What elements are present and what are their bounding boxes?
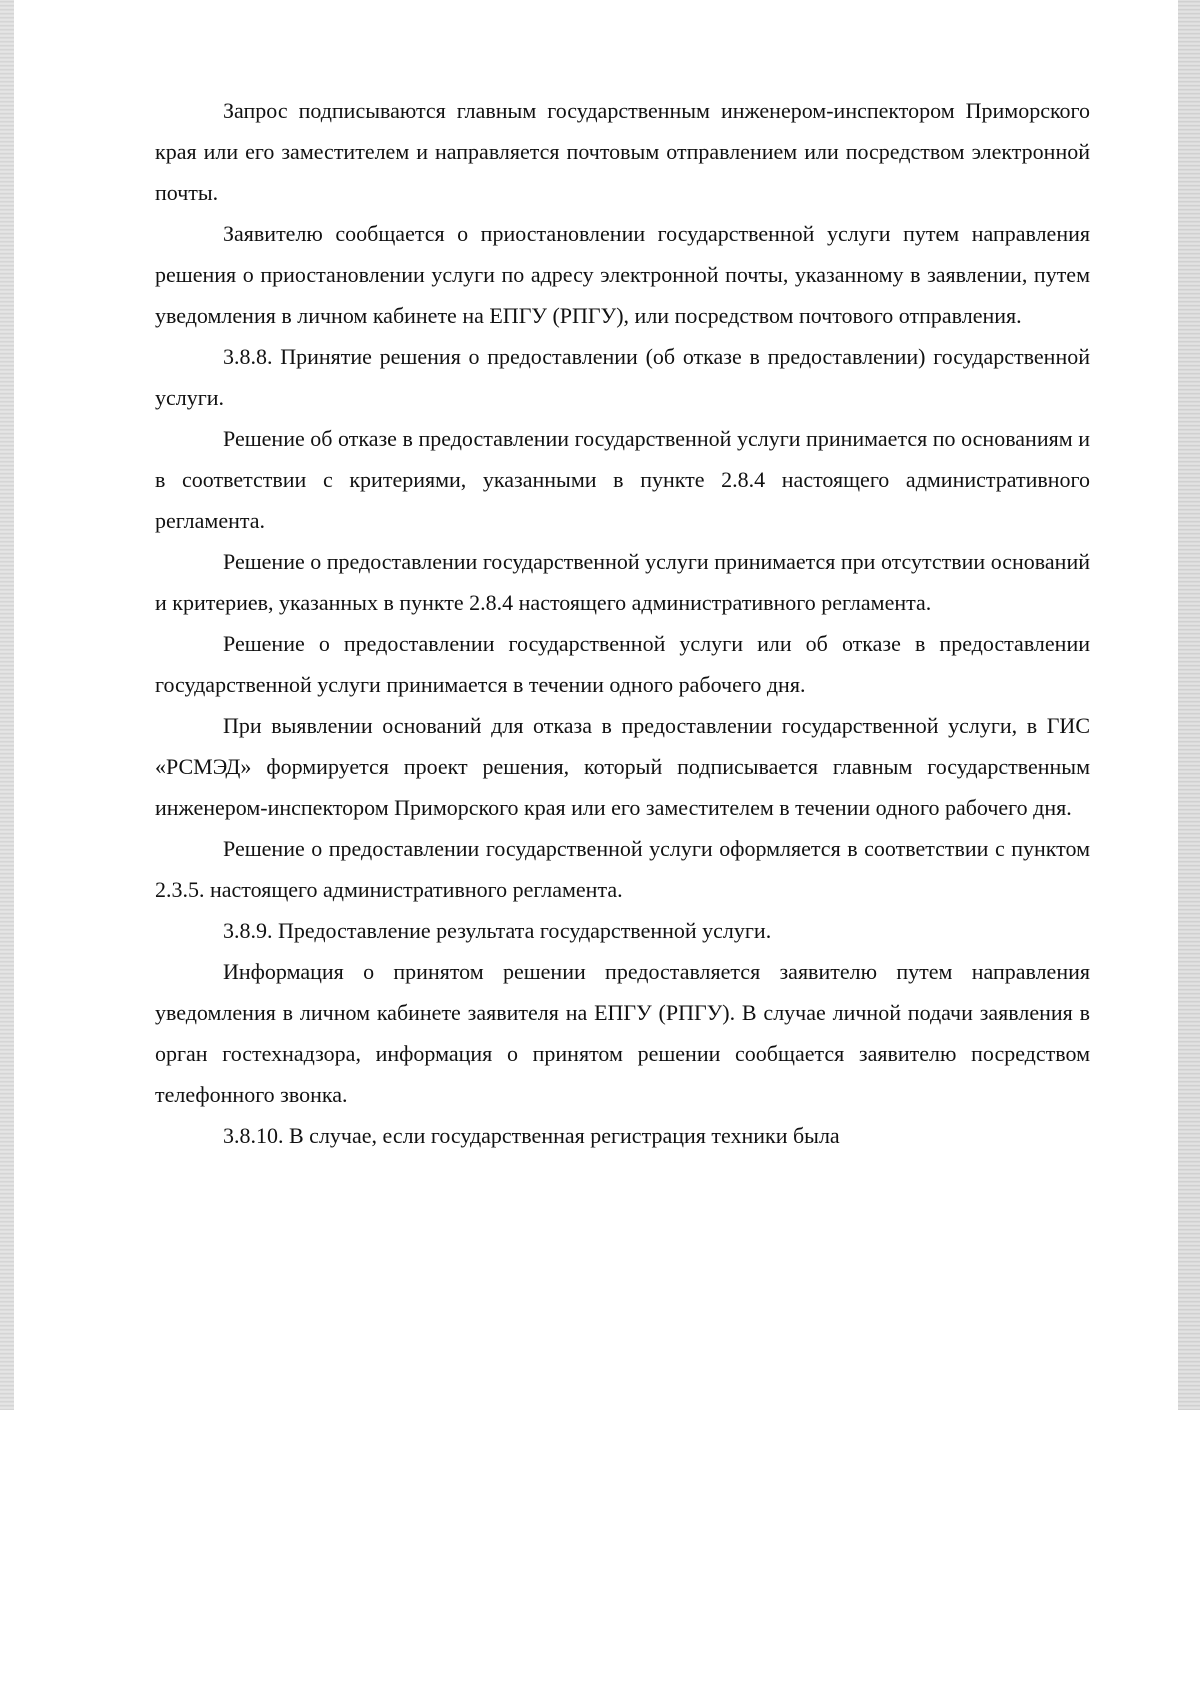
paragraph-result-notification: Информация о принятом решении предоставляется заявителю путем направления уведомления в личном кабинете заявителя на ЕПГУ (РПГУ). В случае личной подачи заявления в орган гостехнадзора, информация о принятом решении сообщается заявителю посредством телефонного звонка. [155,959,1090,1107]
paragraph-3-8-10-start: 3.8.10. В случае, если государственная регистрация техники была [223,1123,840,1148]
paragraph-suspension-notice: Заявителю сообщается о приостановлении государственной услуги путем направления решения о приостановлении услуги по адресу электронной почты, указанному в заявлении, путем уведомления в личном кабинете на ЕПГУ (РПГУ), или посредством почтового отправления. [155,221,1090,328]
scan-edge-right [1178,0,1200,1410]
scan-edge-left [0,0,14,1410]
paragraph-decision-term: Решение о предоставлении государственной услуги или об отказе в предоставлении государственной услуги принимается в течении одного рабочего дня. [155,631,1090,697]
paragraph-grant-decision: Решение о предоставлении государственной услуги принимается при отсутствии оснований и критериев, указанных в пункте 2.8.4 настоящего административного регламента. [155,549,1090,615]
paragraph-3-8-9-heading: 3.8.9. Предоставление результата государственной услуги. [223,918,772,943]
paragraph-refusal-draft: При выявлении оснований для отказа в предоставлении государственной услуги, в ГИС «РСМЭД» формируется проект решения, который подписывается главным государственным инженером-инспектором Приморского края или его заместителем в течении одного рабочего дня. [155,713,1090,820]
paragraph-3-8-8-heading: 3.8.8. Принятие решения о предоставлении (об отказе в предоставлении) государственной услуги. [155,344,1090,410]
paragraph-request-signing: Запрос подписываются главным государственным инженером-инспектором Приморского края или его заместителем и направляется почтовым отправлением или посредством электронной почты. [155,98,1090,205]
paragraph-decision-format: Решение о предоставлении государственной услуги оформляется в соответствии с пунктом 2.3.5. настоящего административного регламента. [155,836,1090,902]
document-body [155,90,1090,1156]
paragraph-refusal-decision: Решение об отказе в предоставлении государственной услуги принимается по основаниям и в соответствии с критериями, указанными в пункте 2.8.4 настоящего административного регламента. [155,426,1090,533]
